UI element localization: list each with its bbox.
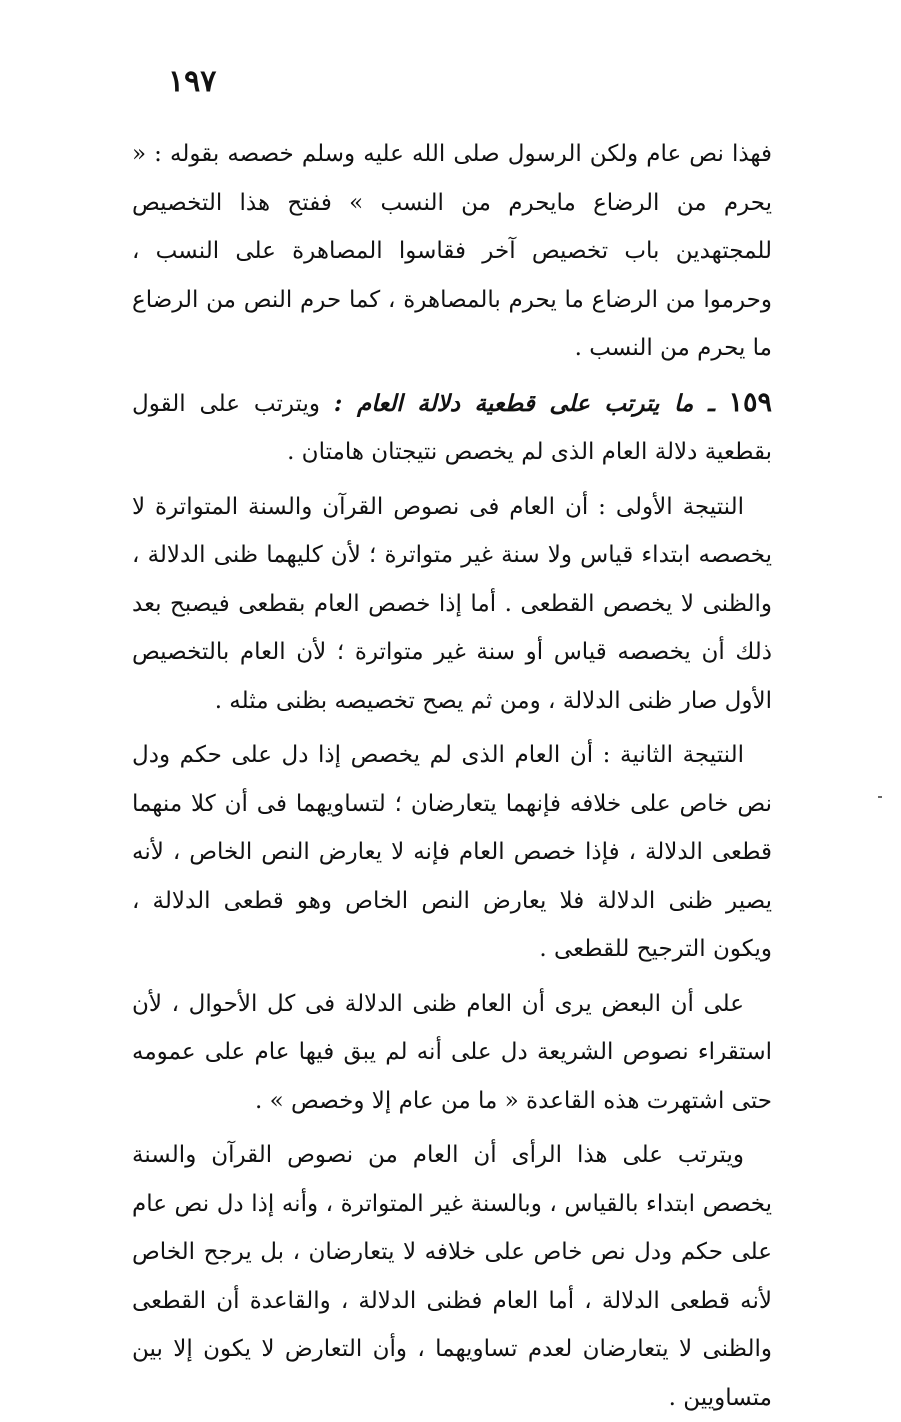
section-number: ١٥٩ — [728, 386, 773, 418]
section-title: ـ ما يترتب على قطعية دلالة العام : — [333, 389, 715, 417]
consequence-paragraph: ويترتب على هذا الرأى أن العام من نصوص القرآن والسنة يخصص ابتداء بالقياس ، وبالسنة غير المتواترة ، وأنه إذا دل نص عام على حكم ودل نص خاص على خلافه لا يتعارضان ، بل يرجح الخاص لأنه قطعى الدلالة ، أما العام فظنى الدلالة ، والقاعدة أن القطعى والظنى لا يتعارضان لعدم تساويهما ، وأن التعارض لا يكون إلا بين متساويين . — [132, 1142, 772, 1411]
section-intro: ويترتب على القول بقطعية دلالة العام الذى لم يخصص نتيجتان هامتان . — [132, 390, 772, 465]
body-text — [132, 130, 772, 1422]
scan-speck — [878, 796, 882, 798]
second-result-paragraph: النتيجة الثانية : أن العام الذى لم يخصص إذا دل على حكم ودل نص خاص على خلافه فإنهما يتعارضان ؛ لتساويهما فى أن كلا منهما قطعى الدلالة ، فإذا خصص العام فإنه لا يعارض النص الخاص ، لأنه يصير ظنى الدلالة فلا يعارض النص الخاص وهو قطعى الدلالة ، ويكون الترجيح للقطعى . — [132, 742, 772, 962]
first-result-paragraph: النتيجة الأولى : أن العام فى نصوص القرآن والسنة المتواترة لا يخصصه ابتداء قياس ولا سنة غير متواترة ؛ لأن كليهما ظنى الدلالة ، والظنى لا يخصص القطعى . أما إذا خصص العام بقطعى فيصبح بعد ذلك أن يخصصه قياس أو سنة غير متواترة ؛ لأن العام بالتخصيص الأول صار ظنى الدلالة ، ومن ثم يصح تخصيصه بظنى مثله . — [132, 493, 772, 714]
section-159-paragraph — [132, 379, 772, 477]
other-opinion-paragraph: على أن البعض يرى أن العام ظنى الدلالة فى كل الأحوال ، لأن استقراء نصوص الشريعة دل على أنه لم يبق فيها عام على عمومه حتى اشتهرت هذه القاعدة « ما من عام إلا وخصص » . — [132, 990, 772, 1114]
page-number: ١٩٧ — [168, 64, 217, 99]
paragraph-continuation: فهذا نص عام ولكن الرسول صلى الله عليه وسلم خصصه بقوله : « يحرم من الرضاع مايحرم من النسب » ففتح هذا التخصيص للمجتهدين باب تخصيص آخر فقاسوا المصاهرة على النسب ، وحرموا من الرضاع ما يحرم بالمصاهرة ، كما حرم النص من الرضاع ما يحرم من النسب . — [132, 141, 772, 361]
